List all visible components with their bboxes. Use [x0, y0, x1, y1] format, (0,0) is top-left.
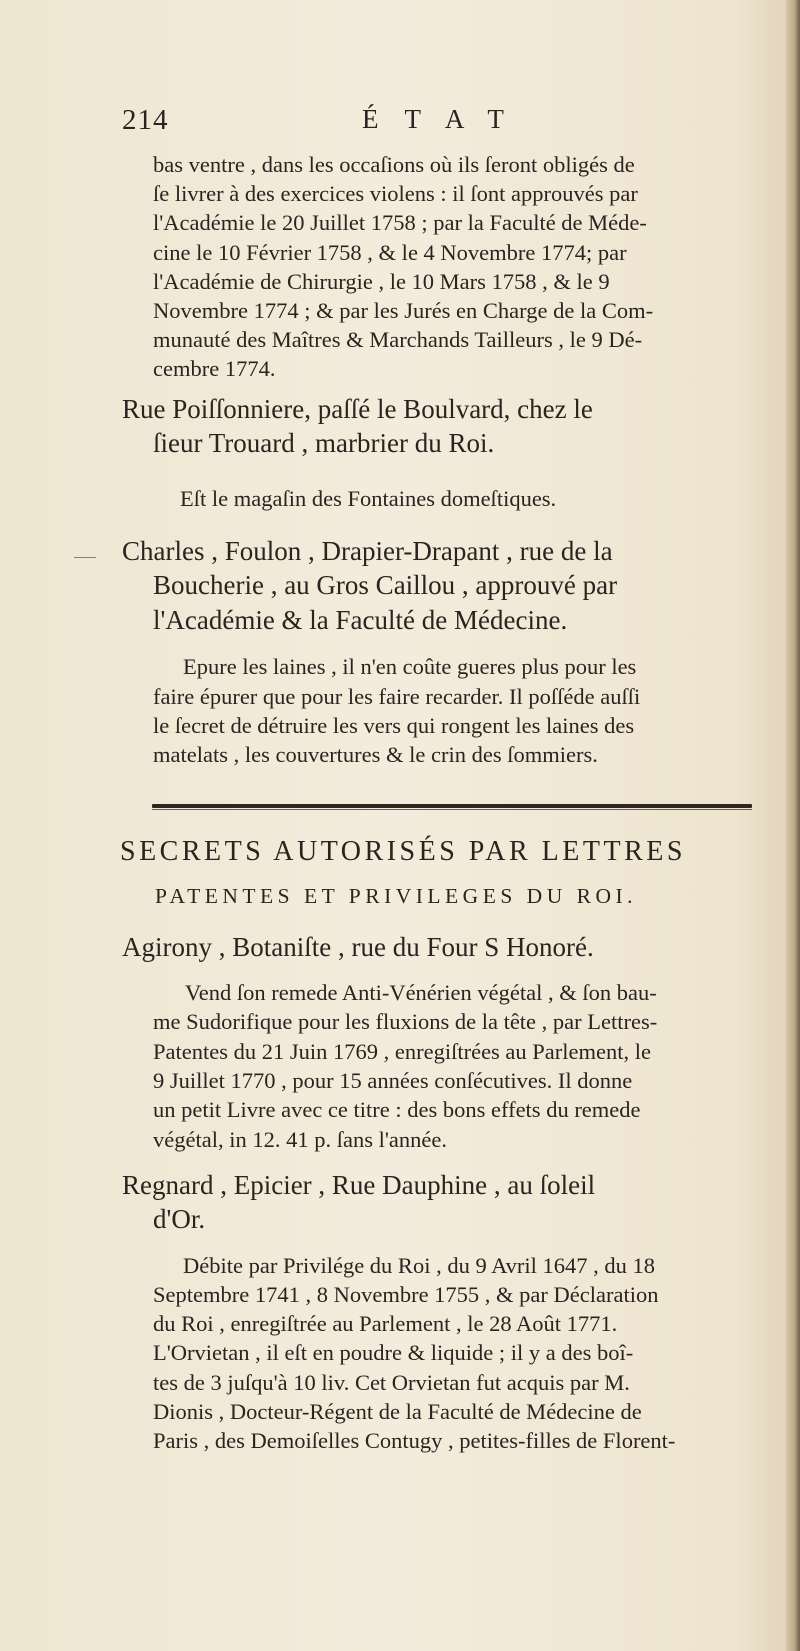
text-line: un petit Livre avec ce titre : des bons effets du remede [153, 1097, 641, 1122]
entry-heading-line: Boucherie , au Gros Caillou , approuvé par [153, 570, 618, 600]
text-line: du Roi , enregiſtrée au Parlement , le 28 Août 1771. [153, 1311, 618, 1336]
text-line: 9 Juillet 1770 , pour 15 années conſécutives. Il donne [153, 1068, 633, 1093]
section-divider-thin [152, 809, 752, 810]
text-line: munauté des Maîtres & Marchands Tailleurs , le 9 Dé- [153, 327, 643, 352]
text-line: Novembre 1774 ; & par les Jurés en Charge de la Com- [153, 298, 654, 323]
text-line: Patentes du 21 Juin 1769 , enregiſtrées au Parlement, le [153, 1039, 651, 1064]
text-line: végétal, in 12. 41 p. ſans l'année. [153, 1127, 447, 1152]
entry-heading-line: l'Académie & la Faculté de Médecine. [153, 605, 568, 635]
section-divider [152, 804, 752, 808]
text-line: Vend ſon remede Anti-Vénérien végétal , & ſon bau- [185, 980, 657, 1005]
text-line: l'Académie le 20 Juillet 1758 ; par la Faculté de Méde- [153, 210, 647, 235]
text-line: L'Orvietan , il eſt en poudre & liquide ; il y a des boî- [153, 1340, 634, 1365]
text-line: Débite par Privilége du Roi , du 9 Avril 1647 , du 18 [183, 1253, 656, 1278]
margin-dash-mark [74, 557, 96, 558]
text-line: faire épurer que pour les faire recarder. Il poſſéde auſſi [153, 684, 641, 709]
text-line: tes de 3 juſqu'à 10 liv. Cet Orvietan fut acquis par M. [153, 1370, 630, 1395]
text-line: Paris , des Demoiſelles Contugy , petites-filles de Florent- [153, 1428, 676, 1453]
text-line: cine le 10 Février 1758 , & le 4 Novembre 1774; par [153, 240, 627, 265]
section-title: SECRETS AUTORISÉS PAR LETTRES [120, 836, 686, 867]
text-line: matelats , les couvertures & le crin des ſommiers. [153, 742, 598, 767]
text-line: le ſecret de détruire les vers qui rongent les laines des [153, 713, 635, 738]
page-number: 214 [122, 104, 169, 136]
entry-note: Eſt le magaſin des Fontaines domeſtiques. [180, 486, 557, 511]
book-spine-edge [786, 0, 800, 1651]
entry-heading-line: Regnard , Epicier , Rue Dauphine , au ſoleil [122, 1170, 596, 1200]
section-subtitle: PATENTES ET PRIVILEGES DU ROI. [155, 884, 638, 908]
text-line: ſe livrer à des exercices violens : il ſont approuvés par [153, 181, 638, 206]
text-line: cembre 1774. [153, 356, 276, 381]
text-line: Epure les laines , il n'en coûte gueres plus pour les [183, 654, 637, 679]
entry-heading-line: Charles , Foulon , Drapier-Drapant , rue de la [122, 536, 613, 566]
entry-heading-line: Rue Poiſſonniere, paſſé le Boulvard, chez le [122, 394, 593, 424]
text-line: Dionis , Docteur-Régent de la Faculté de Médecine de [153, 1399, 642, 1424]
text-line: bas ventre , dans les occaſions où ils ſeront obligés de [153, 152, 635, 177]
entry-heading-line: Agirony , Botaniſte , rue du Four S Honoré. [122, 932, 594, 962]
entry-heading-line: d'Or. [153, 1204, 206, 1234]
running-head: ÉTAT [362, 104, 530, 134]
text-line: l'Académie de Chirurgie , le 10 Mars 1758 , & le 9 [153, 269, 610, 294]
text-line: me Sudorifique pour les fluxions de la tête , par Lettres- [153, 1009, 658, 1034]
page-header [122, 104, 782, 138]
text-line: Septembre 1741 , 8 Novembre 1755 , & par Déclaration [153, 1282, 659, 1307]
entry-heading-line: ſieur Trouard , marbrier du Roi. [153, 428, 495, 458]
